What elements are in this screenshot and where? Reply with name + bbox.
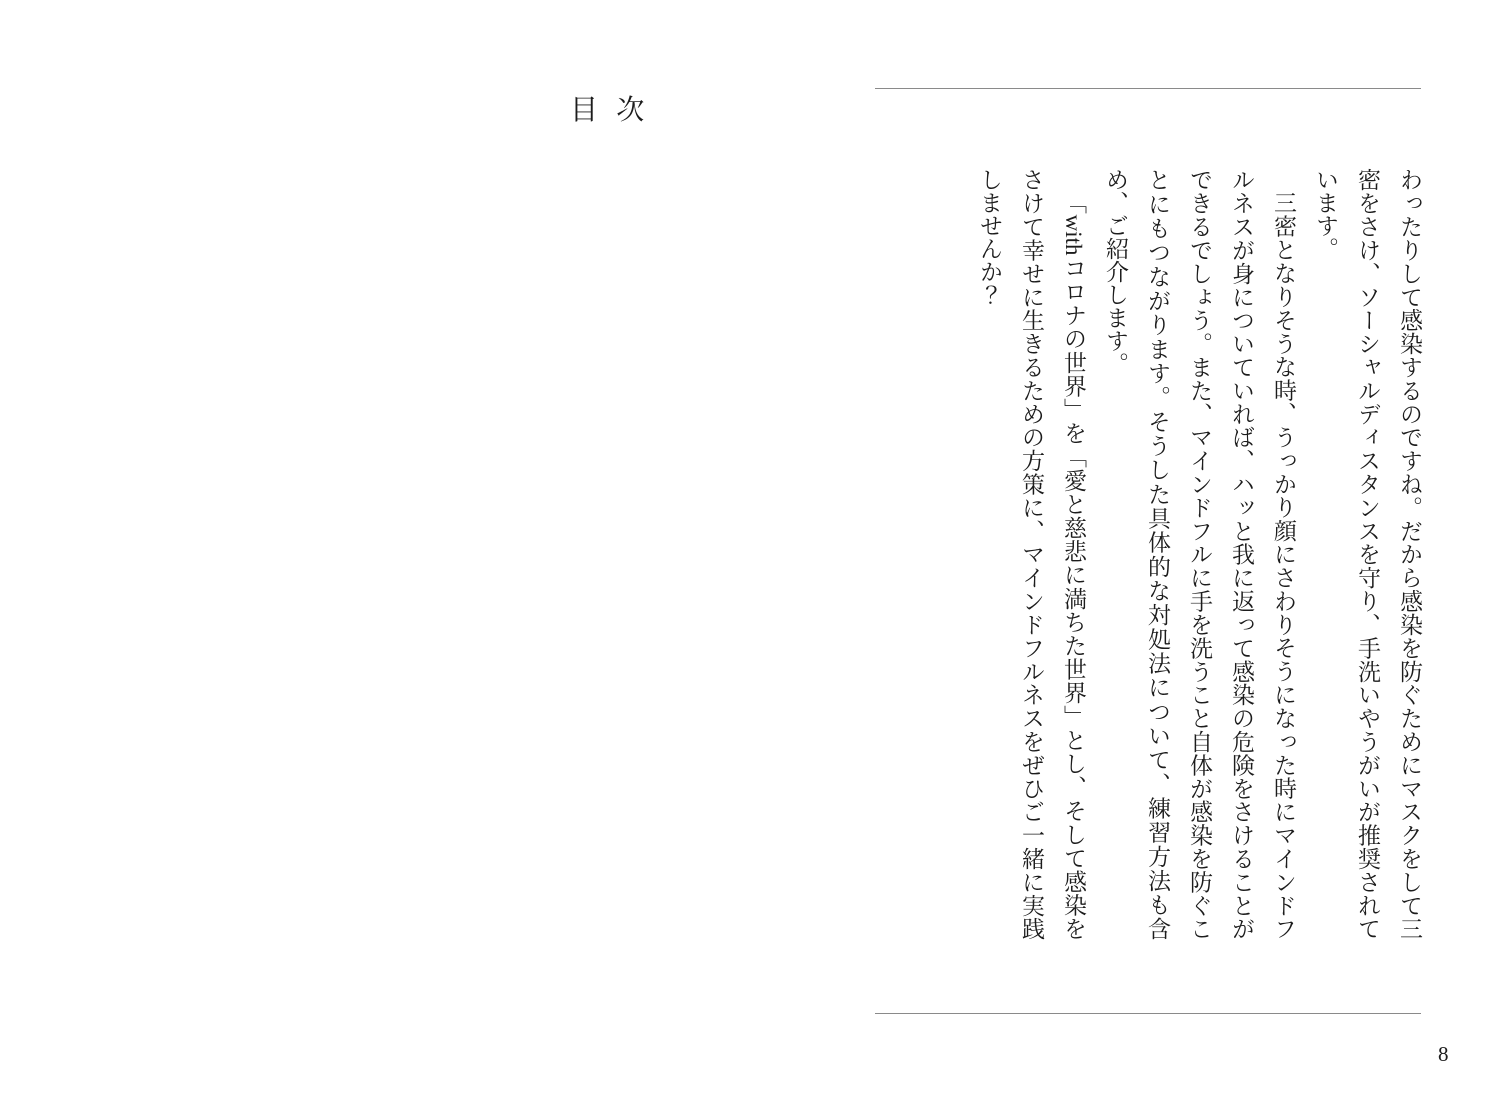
bottom-rule — [875, 1013, 1421, 1014]
body-text — [968, 168, 1430, 940]
paragraph: わったりして感染するのですね。だから感染を防ぐためにマスクをして三密をさけ、ソーシャルディスタンスを守り、手洗いやうがいが推奨されています。 — [1313, 168, 1422, 940]
paragraph: 「withコロナの世界」を「愛と慈悲に満ちた世界」とし、そして感染をさけて幸せに生きるための方策に、マインドフルネスをぜひご一緒に実践しませんか？ — [977, 168, 1086, 940]
page-number: 8 — [1438, 1042, 1449, 1066]
toc-title: 目次 — [570, 95, 663, 126]
paragraph: 三密となりそうな時、うっかり顔にさわりそうになった時にマインドフルネスが身についていれば、ハッと我に返って感染の危険をさけることができるでしょう。また、マインドフルに手を洗うこと自体が感染を防ぐことにもつながります。そうした具体的な対処法について、練習方法も含め、ご紹介します。 — [1103, 168, 1296, 940]
top-rule — [875, 88, 1421, 89]
